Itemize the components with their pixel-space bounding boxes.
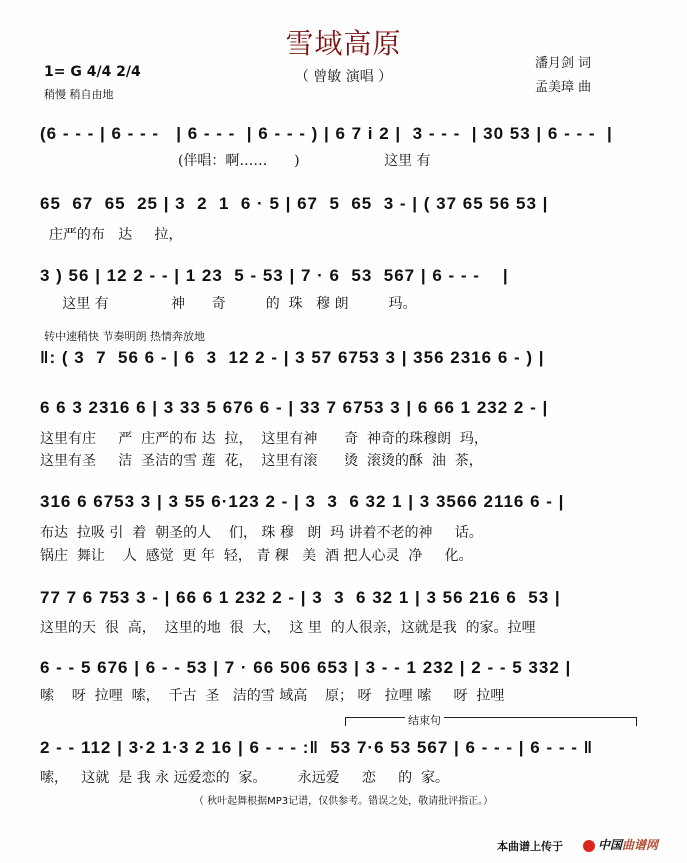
score-row-5-lyrics-verse2: 这里有圣 洁 圣洁的雪 莲 花， 这里有滚 烫 滚烫的酥 油 茶，	[40, 453, 483, 469]
score-row-2-notes: 65 67 65 25 | 3 2 1 6 · 5 | 67 5 65 3 - | ( 37 65 56 53 |	[40, 194, 549, 213]
score-row-9-lyrics: 嗦， 这就 是 我 永 远爱恋的 家。 永远爱 恋 的 家。	[40, 770, 450, 786]
ending-phrase-label: 结束句	[405, 712, 444, 728]
site-logo-cn: 中国	[598, 838, 623, 852]
score-row-7-notes: 77 7 6 753 3 - | 66 6 1 232 2 - | 3 3 6 32 1 | 3 56 216 6 53 |	[40, 588, 561, 607]
score-row-8-notes: 6 - - 5 676 | 6 - - 53 | 7 · 66 506 653 | 3 - - 1 232 | 2 - - 5 332 |	[40, 658, 572, 677]
site-logo-icon	[583, 840, 595, 852]
score-row-5-notes: 6 6 3 2316 6 | 3 33 5 676 6 - | 33 7 6753 3 | 6 66 1 232 2 - |	[40, 398, 549, 417]
score-row-9-notes: 2 - - 112 | 3·2 1·3 2 16 | 6 - - - :‖ 53 7·6 53 567 | 6 - - - | 6 - - - ‖	[40, 738, 594, 757]
score-row-4-notes: ‖: ( 3 7 56 6 - | 6 3 12 2 - | 3 57 6753 3 | 356 2316 6 - ) |	[40, 348, 545, 367]
site-logo[interactable]	[583, 836, 658, 853]
ending-phrase-bracket	[345, 717, 637, 726]
score-row-6-notes: 316 6 6753 3 | 3 55 6·123 2 - | 3 3 6 32 1 | 3 3566 2116 6 - |	[40, 492, 565, 511]
score-row-3-notes: 3 ) 56 | 12 2 - - | 1 23 5 - 53 | 7 · 6 53 567 | 6 - - - |	[40, 266, 509, 285]
tempo-marking: 稍慢 稍自由地	[44, 88, 114, 101]
score-row-6-lyrics-verse2: 锅庄 舞让 人 感觉 更 年 轻， 青 稞 美 酒 把人心灵 净 化。	[40, 548, 473, 564]
composer-credit: 孟美璋 曲	[535, 80, 592, 95]
transcription-note: （ 秋叶起舞根据MP3记谱，仅供参考。错误之处，敬请批评指正。）	[193, 796, 494, 807]
lyricist-credit: 潘月剑 词	[535, 56, 592, 71]
score-row-2-lyrics: 庄严的布 达 拉，	[40, 227, 183, 243]
song-title: 雪域高原	[285, 27, 402, 60]
key-signature: 1= G 4/4 2/4	[44, 64, 141, 80]
score-row-7-lyrics: 这里的天 很 高， 这里的地 很 大， 这 里 的人很亲，这就是我 的家。拉哩	[40, 620, 536, 636]
site-logo-brand: 曲谱网	[622, 838, 659, 852]
score-row-1-notes: (6 - - - | 6 - - - | 6 - - - | 6 - - - ) | 6 7 i 2 | 3 - - - | 30 53 | 6 - - - |	[40, 124, 613, 143]
score-row-5-lyrics-verse1: 这里有庄 严 庄严的布 达 拉， 这里有神 奇 神奇的珠穆朗 玛，	[40, 431, 488, 447]
score-row-1-lyrics: (伴唱：啊…… ) 这里 有	[40, 153, 431, 169]
score-row-6-lyrics-verse1: 布达 拉吸 引 着 朝圣的人 们， 珠 穆 朗 玛 讲着不老的神 话。	[40, 525, 483, 541]
tempo-change-marking: 转中速稍快 节奏明朗 热情奔放地	[44, 330, 205, 343]
singer-credit: （ 曾敏 演唱 ）	[294, 69, 393, 85]
upload-text: 本曲谱上传于	[497, 840, 563, 853]
score-row-8-lyrics: 嗦 呀 拉哩 嗦， 千古 圣 洁的雪 域高 原； 呀 拉哩 嗦 呀 拉哩	[40, 688, 505, 704]
score-row-3-lyrics: 这里 有 神 奇 的 珠 穆 朗 玛。	[40, 296, 417, 312]
